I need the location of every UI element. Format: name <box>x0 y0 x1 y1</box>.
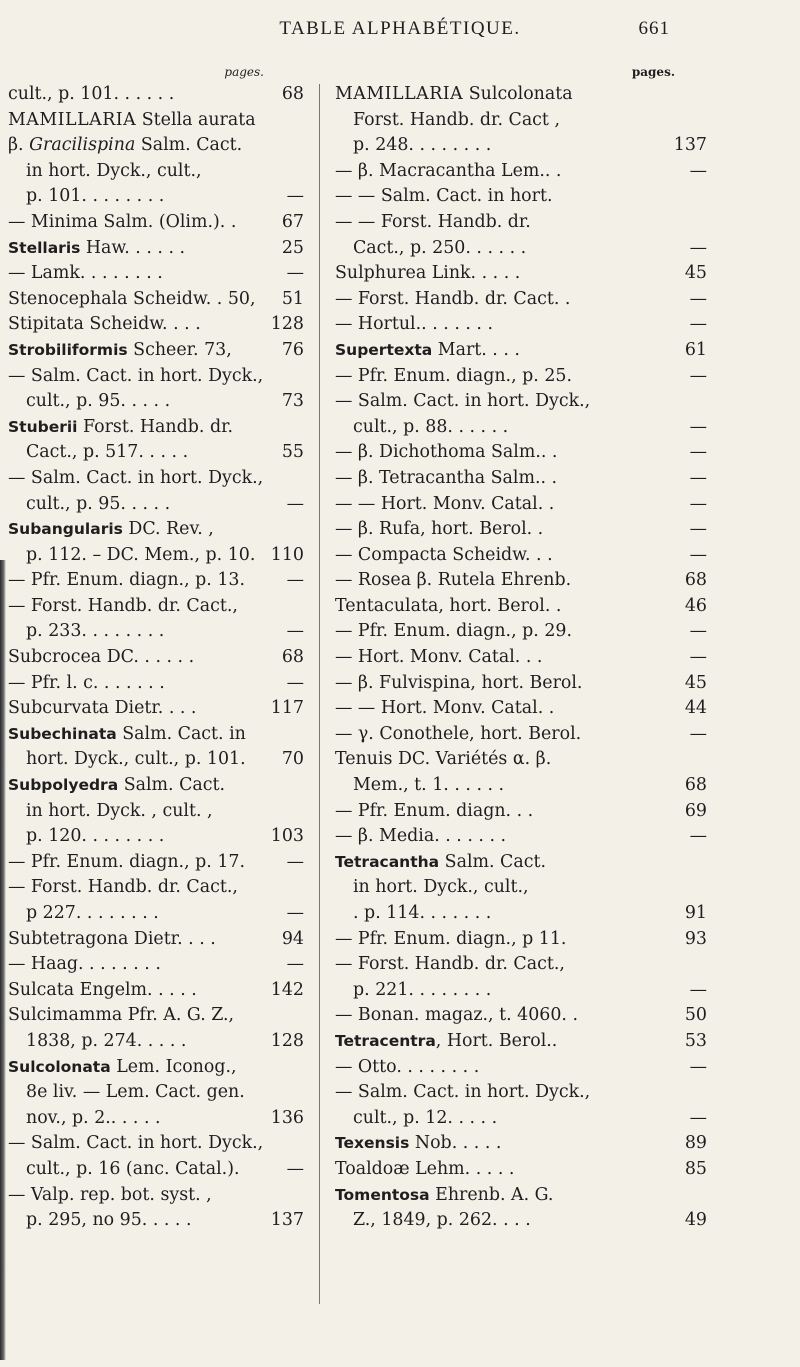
page-edge-shadow <box>0 560 6 1360</box>
page-ref: — <box>689 237 707 258</box>
index-entry <box>8 799 304 825</box>
index-entry <box>335 722 707 748</box>
index-entry <box>335 466 707 492</box>
entry-text: — Pfr. Enum. diagn., p. 17. <box>8 851 245 872</box>
entry-text: cult., p. 12. . . . . <box>353 1107 498 1128</box>
entry-text: Stipitata Scheidw. . . . <box>8 314 201 335</box>
entry-text: — Pfr. Enum. diagn. . . <box>335 800 534 821</box>
index-entry <box>335 1003 707 1029</box>
entry-text: Salm. Cact. <box>439 851 546 872</box>
index-entry <box>8 875 304 901</box>
species-name: Strobiliformis <box>8 340 128 359</box>
index-entry <box>8 696 304 722</box>
page-ref: — <box>689 1056 707 1077</box>
entry-text: Toaldoæ Lehm. . . . . <box>335 1158 515 1179</box>
entry-text: in hort. Dyck., cult., <box>26 160 202 181</box>
right-index-column <box>335 64 707 1234</box>
index-entry <box>335 952 707 978</box>
entry-text: Mem., t. 1. . . . . . <box>353 775 505 796</box>
entry-text: — Valp. rep. bot. syst. , <box>8 1184 212 1205</box>
page-ref: 137 <box>270 1210 304 1231</box>
entry-text: Z., 1849, p. 262. . . . <box>353 1210 531 1231</box>
index-entry <box>8 722 304 748</box>
index-entry <box>335 799 707 825</box>
entry-text: Forst. Handb. dr. Cact , <box>353 109 560 130</box>
index-entry <box>8 492 304 518</box>
entry-text: — β. Dichothoma Salm.. . <box>335 442 558 463</box>
index-entry <box>8 619 304 645</box>
index-entry <box>8 389 304 415</box>
page-ref: — <box>689 519 707 540</box>
index-entry <box>8 82 304 108</box>
index-entry <box>8 978 304 1004</box>
index-entry <box>8 236 304 262</box>
index-entry <box>335 619 707 645</box>
page-ref: 49 <box>684 1210 707 1231</box>
index-entry <box>8 159 304 185</box>
pages-label: pages. <box>224 65 264 79</box>
index-entry <box>335 671 707 697</box>
running-head <box>0 14 800 44</box>
page-ref: — <box>689 493 707 514</box>
species-name: Supertexta <box>335 340 433 359</box>
entry-text: Lem. Iconog., <box>110 1056 237 1077</box>
index-entry <box>335 645 707 671</box>
entry-text: — Rosea β. Rutela Ehrenb. <box>335 570 572 591</box>
entry-text: — Minima Salm. (Olim.). . <box>8 211 237 232</box>
index-entry <box>8 517 304 543</box>
page-ref: 45 <box>684 263 707 284</box>
entry-text: — — Hort. Monv. Catal. . <box>335 698 555 719</box>
index-entry <box>335 415 707 441</box>
page-ref: — <box>689 826 707 847</box>
page-ref: 45 <box>684 672 707 693</box>
index-entry <box>335 261 707 287</box>
index-entry <box>8 1003 304 1029</box>
index-entry <box>8 671 304 697</box>
index-entry <box>8 440 304 466</box>
species-name: Tetracantha <box>335 852 440 871</box>
entry-text: — Salm. Cact. in hort. Dyck., <box>335 1082 591 1103</box>
page-ref: — <box>689 723 707 744</box>
entry-text: — Lamk. . . . . . . . <box>8 263 163 284</box>
index-entry <box>8 543 304 569</box>
entry-text: Tenuis DC. Variétés α. β. <box>335 749 552 770</box>
page-ref: 136 <box>270 1107 304 1128</box>
page-ref: 76 <box>281 339 304 360</box>
entry-text: in hort. Dyck. , cult. , <box>26 800 213 821</box>
entry-text: Stenocephala Scheidw. . 50, <box>8 288 256 309</box>
index-entry <box>335 747 707 773</box>
page-ref: — <box>689 647 707 668</box>
page-ref: — <box>286 1158 304 1179</box>
page-ref: 137 <box>673 135 707 156</box>
entry-text: Sulphurea Link. . . . . <box>335 263 521 284</box>
page-ref: — <box>689 544 707 565</box>
page-ref: — <box>286 621 304 642</box>
entry-text: — β. Media. . . . . . . <box>335 826 507 847</box>
entry-text: — γ. Conothele, hort. Berol. <box>335 723 582 744</box>
index-entry <box>8 338 304 364</box>
index-entry <box>335 210 707 236</box>
entry-text: p 227. . . . . . . . <box>26 903 159 923</box>
index-entry <box>8 415 304 441</box>
index-entry <box>335 440 707 466</box>
index-entry <box>8 645 304 671</box>
entry-text: — — Hort. Monv. Catal. . <box>335 493 555 514</box>
index-entry <box>8 824 304 850</box>
page-ref: 55 <box>281 442 304 463</box>
index-entry <box>8 364 304 390</box>
entry-text: p. 248. . . . . . . . <box>353 135 492 156</box>
index-entry <box>335 927 707 953</box>
entry-text: Ehrenb. A. G. <box>429 1184 554 1205</box>
page-ref: 70 <box>281 749 304 770</box>
entry-text: p. 112. – DC. Mem., p. 10. <box>26 544 256 565</box>
entry-text: — Forst. Handb. dr. Cact., <box>335 954 565 975</box>
page-ref: — <box>286 186 304 207</box>
species-name: Subechinata <box>8 724 117 743</box>
index-entry <box>335 82 707 108</box>
index-entry <box>8 568 304 594</box>
entry-text: — Salm. Cact. in hort. Dyck., <box>8 1133 264 1154</box>
index-entry <box>8 184 304 210</box>
left-entries <box>8 82 304 1234</box>
entry-text: Sulcimamma Pfr. A. G. Z., <box>8 1005 235 1026</box>
index-entry <box>335 568 707 594</box>
page-number: 661 <box>638 18 670 39</box>
page-ref: — <box>689 979 707 1000</box>
entry-text: — Forst. Handb. dr. Cact., <box>8 595 238 616</box>
index-entry <box>8 1208 304 1234</box>
page-ref: 44 <box>684 698 707 719</box>
entry-text: cult., p. 101. . . . . . <box>8 84 175 104</box>
page-ref: 117 <box>270 698 304 719</box>
species-name: Texensis <box>335 1134 410 1153</box>
index-entry <box>335 159 707 185</box>
page-ref: 67 <box>281 211 304 232</box>
page-ref: — <box>286 263 304 284</box>
page-ref: 110 <box>270 544 304 565</box>
index-entry <box>335 1183 707 1209</box>
entry-text: Haw. . . . . . <box>80 237 186 258</box>
entry-text: — Compacta Scheidw. . . <box>335 544 553 565</box>
page-title: TABLE ALPHABÉTIQUE. <box>279 18 521 39</box>
index-entry <box>335 594 707 620</box>
index-entry <box>8 1029 304 1055</box>
entry-text: — Pfr. Enum. diagn., p. 13. <box>8 570 245 591</box>
page-ref: — <box>689 621 707 642</box>
right-entries <box>335 82 707 1234</box>
page-ref: — <box>689 467 707 488</box>
index-entry <box>335 364 707 390</box>
index-entry <box>335 1080 707 1106</box>
entry-text: Sulcolonata <box>463 84 573 104</box>
species-name: Subpolyedra <box>8 776 119 795</box>
entry-text: Sulcata Engelm. . . . . <box>8 979 197 1000</box>
index-entry <box>8 952 304 978</box>
index-entry <box>335 184 707 210</box>
page-ref: — <box>286 493 304 514</box>
entry-text: Stella aurata <box>136 109 256 130</box>
page-ref: — <box>286 954 304 975</box>
column-divider <box>319 84 320 1304</box>
entry-text: — Haag. . . . . . . . <box>8 954 161 975</box>
page-ref: — <box>286 672 304 693</box>
page-ref: — <box>286 570 304 591</box>
species-name: Tomentosa <box>335 1185 430 1204</box>
page-ref: 61 <box>684 339 707 360</box>
entry-text: 8e liv. — Lem. Cact. gen. <box>26 1082 245 1103</box>
entry-text: — Pfr. l. c. . . . . . . <box>8 672 165 693</box>
page-ref: — <box>689 160 707 181</box>
page-ref: 128 <box>270 1030 304 1051</box>
entry-text: p. 221. . . . . . . . <box>353 979 492 1000</box>
species-name: Sulcolonata <box>8 1057 111 1076</box>
entry-text: — — Salm. Cact. in hort. <box>335 186 553 207</box>
index-entry <box>335 901 707 927</box>
entry-text: nov., p. 2.. . . . . <box>26 1107 161 1128</box>
index-entry <box>8 1157 304 1183</box>
entry-text: Cact., p. 250. . . . . . <box>353 237 527 258</box>
entry-text: Forst. Handb. dr. <box>77 416 234 437</box>
page-ref: 25 <box>281 237 304 258</box>
page-ref: — <box>689 442 707 463</box>
entry-text: Subtetragona Dietr. . . . <box>8 928 216 949</box>
entry-text: — Forst. Handb. dr. Cact., <box>8 877 238 898</box>
page-ref: — <box>286 851 304 872</box>
entry-text: — Salm. Cact. in hort. Dyck., <box>8 467 264 488</box>
page-ref: 69 <box>684 800 707 821</box>
page-ref: — <box>689 365 707 386</box>
page-ref: — <box>689 1107 707 1128</box>
species-name: Subangularis <box>8 520 123 539</box>
entry-text: hort. Dyck., cult., p. 101. <box>26 749 246 770</box>
index-entry <box>8 466 304 492</box>
index-entry <box>8 1131 304 1157</box>
page-ref: 68 <box>684 570 707 591</box>
page-ref: 89 <box>684 1133 707 1154</box>
species-name: Stuberii <box>8 417 78 436</box>
page-ref: 142 <box>270 979 304 1000</box>
entry-text: p. 120. . . . . . . . <box>26 826 165 847</box>
entry-text: p. 233. . . . . . . . <box>26 621 165 642</box>
entry-text: — Pfr. Enum. diagn., p. 25. <box>335 365 572 386</box>
page-ref: 91 <box>684 903 707 923</box>
entry-text: Mart. . . . <box>432 339 520 360</box>
page-ref: 128 <box>270 314 304 335</box>
index-entry <box>335 1029 707 1055</box>
entry-text: p. 101. . . . . . . . <box>26 186 165 207</box>
index-entry <box>8 901 304 927</box>
index-entry <box>335 696 707 722</box>
index-entry <box>8 850 304 876</box>
page-ref: — <box>286 903 304 923</box>
page-ref: 51 <box>281 288 304 309</box>
index-entry <box>335 312 707 338</box>
index-entry <box>8 1183 304 1209</box>
index-entry <box>8 108 304 134</box>
index-entry <box>335 108 707 134</box>
index-entry <box>8 747 304 773</box>
index-entry <box>335 517 707 543</box>
index-entry <box>335 1106 707 1132</box>
pages-label: pages. <box>631 65 675 79</box>
genus-name: MAMILLARIA <box>335 84 464 104</box>
entry-text: Tentaculata, hort. Berol. . <box>335 595 562 616</box>
index-entry <box>335 978 707 1004</box>
species-name: Tetracentra <box>335 1031 436 1050</box>
entry-text: cult., p. 95. . . . . <box>26 493 171 514</box>
page-ref: 73 <box>281 391 304 412</box>
species-name: Stellaris <box>8 238 81 257</box>
index-entry <box>8 312 304 338</box>
entry-text: — β. Macracantha Lem.. . <box>335 160 562 181</box>
index-entry <box>8 773 304 799</box>
page-ref: 94 <box>281 928 304 949</box>
entry-text: Cact., p. 517. . . . . <box>26 442 189 463</box>
entry-text: Subcrocea DC. . . . . . <box>8 647 195 668</box>
entry-text: p. 295, no 95. . . . . <box>26 1210 192 1231</box>
entry-text: in hort. Dyck., cult., <box>353 877 529 898</box>
entry-text: — Salm. Cact. in hort. Dyck., <box>8 365 264 386</box>
entry-text: — β. Tetracantha Salm.. . <box>335 467 558 488</box>
index-entry <box>335 287 707 313</box>
entry-text: — β. Fulvispina, hort. Berol. <box>335 672 583 693</box>
variety-name: Gracilispina <box>29 135 136 156</box>
page-ref: 68 <box>684 775 707 796</box>
index-entry <box>335 492 707 518</box>
entry-text: Salm. Cact. <box>118 775 226 796</box>
entry-text: DC. Rev. , <box>122 519 214 540</box>
entry-text: Salm. Cact. <box>135 135 243 156</box>
index-entry <box>335 389 707 415</box>
index-entry <box>335 1131 707 1157</box>
entry-text: — Pfr. Enum. diagn., p 11. <box>335 928 567 949</box>
entry-text: — β. Rufa, hort. Berol. . <box>335 519 544 540</box>
index-entry <box>8 927 304 953</box>
page-ref: — <box>689 288 707 309</box>
entry-text: , Hort. Berol.. <box>435 1030 558 1051</box>
page-ref: 68 <box>281 647 304 668</box>
index-entry <box>335 850 707 876</box>
index-entry <box>335 543 707 569</box>
index-entry <box>335 773 707 799</box>
entry-text: . p. 114. . . . . . . <box>353 903 492 923</box>
page-ref: 46 <box>684 595 707 616</box>
index-entry: β. Gracilispina Salm. Cact. <box>8 135 243 156</box>
entry-text: — Otto. . . . . . . . <box>335 1056 480 1077</box>
entry-text: — — Forst. Handb. dr. <box>335 211 531 232</box>
entry-text: Scheer. 73, <box>127 339 232 360</box>
index-entry <box>335 1055 707 1081</box>
index-entry <box>335 236 707 262</box>
index-entry <box>8 1106 304 1132</box>
entry-text: Subcurvata Dietr. . . . <box>8 698 197 719</box>
entry-text: — Hort. Monv. Catal. . . <box>335 647 543 668</box>
entry-text: cult., p. 88. . . . . . <box>353 416 509 437</box>
index-entry <box>8 1080 304 1106</box>
entry-text: — Salm. Cact. in hort. Dyck., <box>335 391 591 412</box>
genus-name: MAMILLARIA <box>8 109 137 130</box>
entry-text: — Forst. Handb. dr. Cact. . <box>335 288 571 309</box>
index-entry <box>8 287 304 313</box>
entry-text: — Bonan. magaz., t. 4060. . <box>335 1005 578 1026</box>
index-entry <box>335 1208 707 1234</box>
left-index-column <box>8 64 304 1234</box>
entry-text: cult., p. 95. . . . . <box>26 391 171 412</box>
index-entry <box>8 210 304 236</box>
entry-text: 1838, p. 274. . . . . <box>26 1030 187 1051</box>
entry-text: — Pfr. Enum. diagn., p. 29. <box>335 621 572 642</box>
entry-text: Salm. Cact. in <box>116 723 246 744</box>
index-entry <box>335 1157 707 1183</box>
index-entry <box>8 594 304 620</box>
page-ref: 85 <box>684 1158 707 1179</box>
page-ref: — <box>689 314 707 335</box>
page-ref: — <box>689 416 707 437</box>
entry-text: cult., p. 16 (anc. Catal.). <box>26 1158 240 1179</box>
page-ref: 103 <box>270 826 304 847</box>
index-entry <box>8 261 304 287</box>
index-entry <box>335 824 707 850</box>
index-entry <box>8 1055 304 1081</box>
page-ref: 50 <box>684 1005 707 1026</box>
entry-text: — Hortul.. . . . . . . <box>335 314 494 335</box>
index-entry <box>335 875 707 901</box>
page-ref: 68 <box>281 84 304 104</box>
index-entry <box>335 338 707 364</box>
page-ref: 93 <box>684 928 707 949</box>
page-ref: 53 <box>684 1030 707 1051</box>
entry-text: Nob. . . . . <box>409 1133 502 1154</box>
index-entry <box>335 133 707 159</box>
